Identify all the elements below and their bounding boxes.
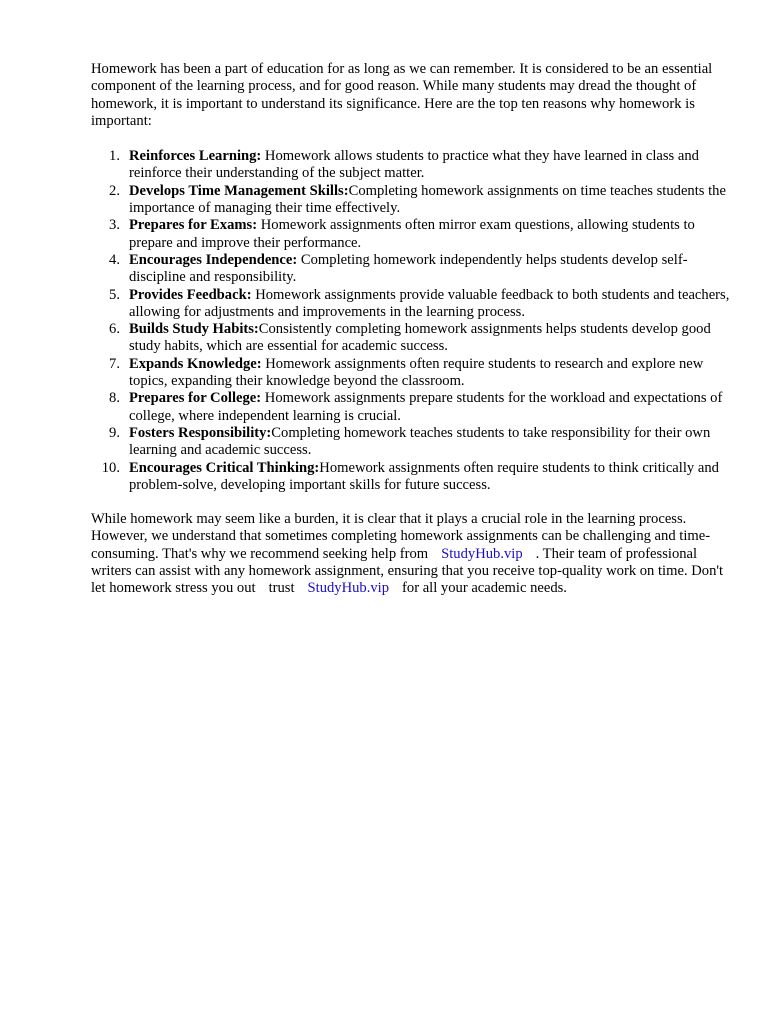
list-item-term: Develops Time Management Skills: — [129, 182, 349, 199]
list-item — [91, 148, 731, 183]
list-item-number: 2. — [109, 182, 120, 199]
list-item-number: 4. — [109, 251, 120, 268]
list-item-text: Homework assignments often mirror exam questions, allowing students to prepare and improve their performance. — [129, 217, 695, 251]
list-item-term: Reinforces Learning: — [129, 148, 262, 165]
list-item-number: 1. — [109, 148, 120, 165]
list-item-number: 5. — [109, 286, 120, 303]
list-item — [91, 217, 731, 252]
list-item — [91, 183, 731, 218]
list-item — [91, 252, 731, 287]
list-item — [91, 321, 731, 356]
list-item-number: 8. — [109, 390, 120, 407]
list-item-text: Homework assignments provide valuable feedback to both students and teachers, allowing for adjustments and improvements in the learning process. — [129, 286, 730, 320]
closing-text: While homework may seem like a burden, it is clear that it plays a crucial role in the learning process. However, we understand that sometimes completing homework assignments can be challenging and time-consuming. That's why we recommend seeking help from — [91, 511, 711, 562]
list-item — [91, 425, 731, 460]
list-item-number: 6. — [109, 321, 120, 338]
list-item-text: Homework assignments prepare students for the workload and expectations of college, where independent learning is crucial. — [129, 390, 723, 424]
closing-text: for all your academic needs. — [402, 580, 567, 597]
document-page — [91, 61, 731, 598]
studyhub-link[interactable]: StudyHub.vip — [441, 545, 523, 562]
intro-paragraph: Homework has been a part of education for as long as we can remember. It is considered to be an essential component of the learning process, and for good reason. While many students may dread the thought of homework, it is important to understand its significance. Here are the top ten reasons why homework is important: — [91, 61, 713, 129]
studyhub-link[interactable]: StudyHub.vip — [307, 580, 390, 597]
list-item-term: Expands Knowledge: — [129, 355, 262, 372]
list-item-text: Completing homework assignments on time teaches students the importance of managing their time effectively. — [129, 182, 726, 217]
list-item-term: Prepares for Exams: — [129, 217, 258, 234]
list-item — [91, 390, 731, 425]
list-item-term: Prepares for College: — [129, 390, 262, 407]
list-item-text: Consistently completing homework assignments helps students develop good study habits, which are essential for academic success. — [129, 321, 711, 355]
list-item-text: Homework allows students to practice what they have learned in class and reinforce their understanding of the subject matter. — [129, 148, 699, 182]
list-item-term: Fosters Responsibility: — [129, 424, 272, 441]
list-item-term: Provides Feedback: — [129, 286, 252, 303]
list-item-text: Homework assignments often require students to think critically and problem-solve, developing important skills for future success. — [129, 459, 719, 493]
list-item-text: Completing homework independently helps students develop self-discipline and responsibility. — [129, 251, 688, 286]
list-item-number: 7. — [109, 355, 120, 372]
list-item-number: 10. — [101, 459, 120, 476]
reasons-list — [91, 148, 731, 494]
list-item — [91, 287, 731, 322]
list-item — [91, 356, 731, 391]
list-item-text: Completing homework teaches students to take responsibility for their own learning and academic success. — [129, 424, 711, 459]
list-item-text: Homework assignments often require students to research and explore new topics, expanding their knowledge beyond the classroom. — [129, 355, 704, 390]
list-item — [91, 460, 731, 495]
list-item-term: Encourages Critical Thinking: — [129, 459, 320, 476]
list-item-number: 3. — [109, 217, 120, 234]
list-item-term: Builds Study Habits: — [129, 321, 259, 338]
list-item-number: 9. — [109, 424, 120, 441]
closing-text: . Their team of professional writers can assist with any homework assignment, ensuring that you receive top-quality work on time. Don't let homework stress you out — [91, 545, 724, 597]
list-item-term: Encourages Independence: — [129, 251, 298, 268]
closing-paragraph — [91, 511, 731, 597]
closing-text: trust — [268, 580, 295, 597]
